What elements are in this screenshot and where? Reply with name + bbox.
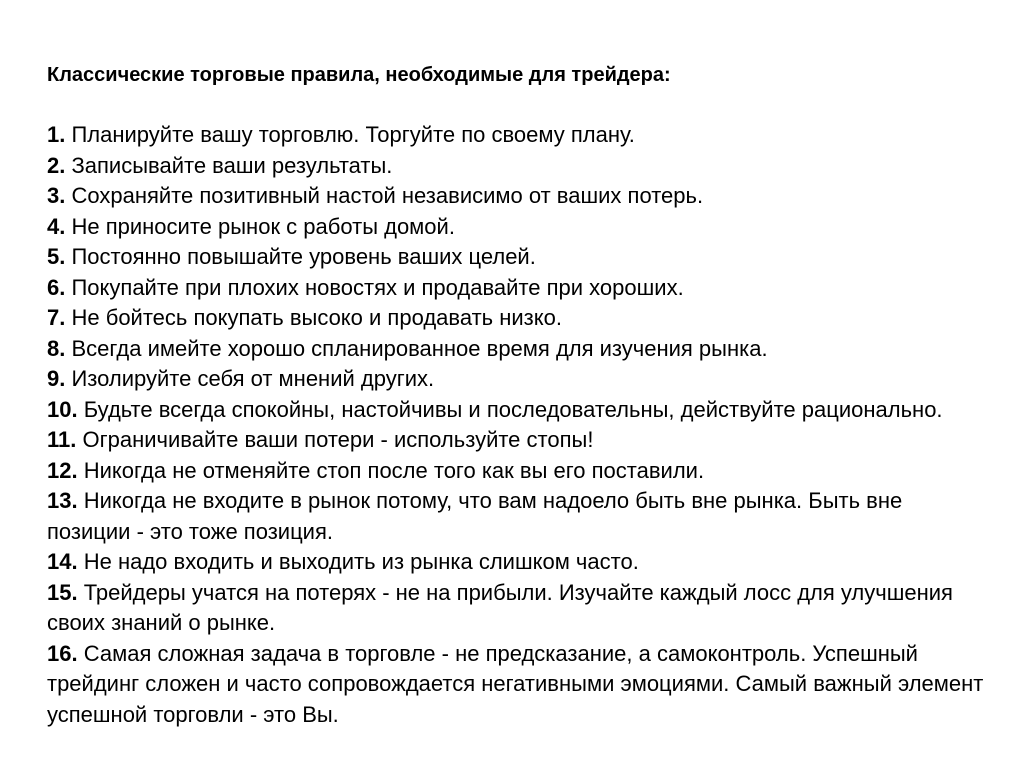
rule-text: Никогда не отменяйте стоп после того как вы его поставили. [83,457,705,483]
rule-text: Записывайте ваши результаты. [71,152,393,178]
rule-item-7 [47,303,984,334]
rule-number: 3. [47,183,66,208]
rule-number: 14. [47,549,78,574]
rule-item-11 [47,425,984,456]
rule-item-10 [47,395,984,426]
rule-text: Планируйте вашу торговлю. Торгуйте по своему плану. [71,122,635,147]
rule-item-9 [47,364,984,395]
rule-text: Изолируйте себя от мнений других. [71,366,435,391]
rule-item-3 [47,181,984,212]
rule-text: Будьте всегда спокойны, настойчивы и последовательны, действуйте рационально. [83,396,943,422]
rule-number: 9. [47,366,66,391]
rule-number: 11. [47,427,77,452]
rule-number: 4. [47,213,66,239]
rule-item-1 [47,120,984,151]
rule-item-16 [47,639,984,731]
rule-item-15 [47,578,984,639]
rule-text: Постоянно повышайте уровень ваших целей. [71,244,536,269]
rule-number: 10. [47,396,78,422]
page-title: Классические торговые правила, необходимые для трейдера: [47,64,671,86]
rule-item-14 [47,547,984,578]
rule-number: 1. [47,122,66,147]
rule-text: Ограничивайте ваши потери - используйте стопы! [82,427,594,452]
rule-text: Всегда имейте хорошо спланированное время для изучения рынка. [71,335,768,361]
rule-item-4 [47,212,984,243]
rule-text: Трейдеры учатся на потерях - не на прибыли. Изучайте каждый лосс для улучшения своих знаний о рынке. [47,579,953,635]
rule-text: Самая сложная задача в торговле - не предсказание, а самоконтроль. Успешный трейдинг сложен и часто сопровождается негативными эмоциями. Самый важный элемент успешной торговли - это Вы. [47,640,984,727]
title-spacer [47,90,984,120]
rule-text: Никогда не входите в рынок потому, что вам надоело быть вне рынка. Быть вне позиции - это тоже позиция. [47,488,903,544]
rule-number: 12. [47,457,78,483]
rule-item-2 [47,151,984,182]
rule-text: Не приносите рынок с работы домой. [71,213,455,239]
rule-number: 2. [47,152,66,178]
rule-text: Сохраняйте позитивный настой независимо от ваших потерь. [71,183,704,208]
rule-number: 8. [47,335,66,361]
rule-text: Покупайте при плохих новостях и продавайте при хороших. [71,274,684,300]
rule-item-13 [47,486,984,547]
rule-number: 13. [47,488,78,513]
rule-text: Не надо входить и выходить из рынка слишком часто. [83,549,639,574]
rule-number: 6. [47,274,66,300]
rule-number: 16. [47,640,78,666]
rule-number: 5. [47,244,66,269]
rule-number: 15. [47,579,78,605]
rule-item-5 [47,242,984,273]
rule-item-12 [47,456,984,487]
rule-item-6 [47,273,984,304]
rules-list [47,120,984,730]
rule-number: 7. [47,305,66,330]
rule-item-8 [47,334,984,365]
rule-text: Не бойтесь покупать высоко и продавать низко. [71,305,562,330]
